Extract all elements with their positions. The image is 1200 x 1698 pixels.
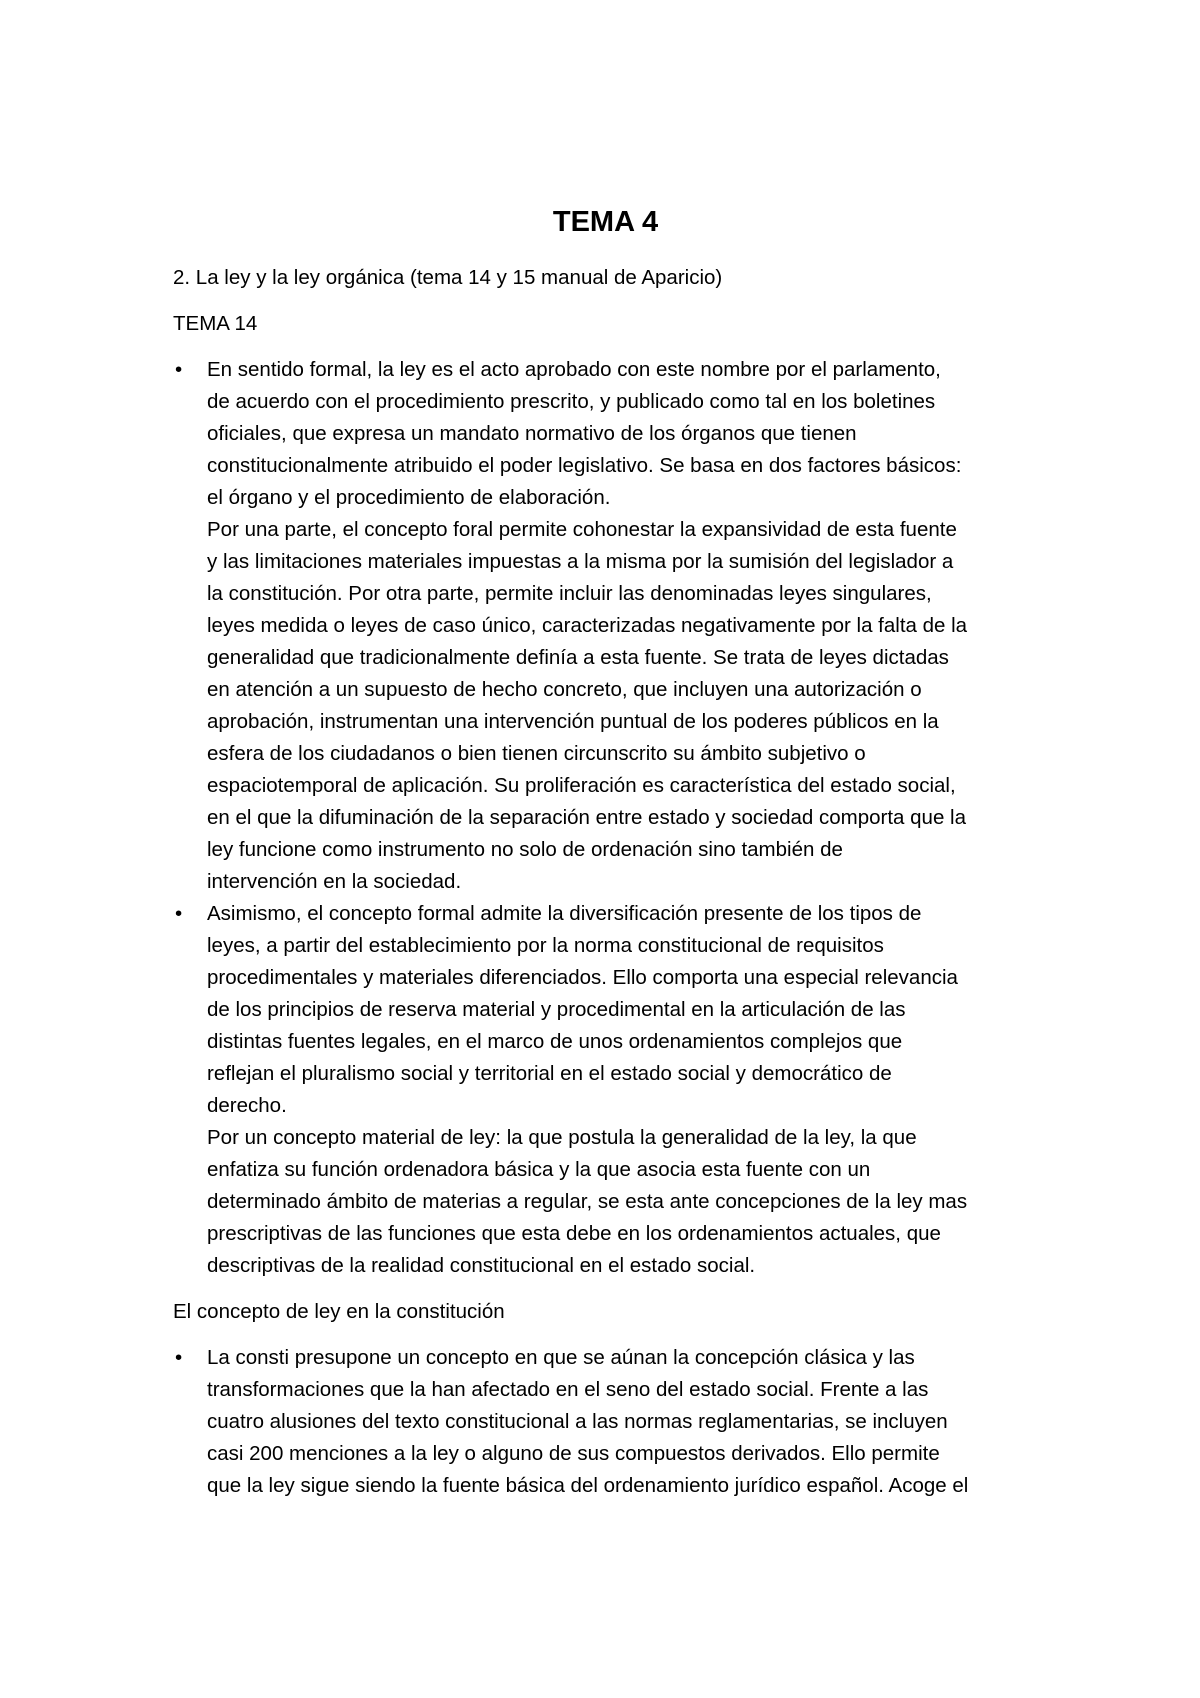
bullet-item [173, 1342, 1038, 1502]
bullet-line: en atención a un supuesto de hecho concreto, que incluyen una autorización o [207, 678, 922, 701]
bullet-line: Por un concepto material de ley: la que postula la generalidad de la ley, la que [207, 1126, 917, 1149]
bullet-line: enfatiza su función ordenadora básica y la que asocia esta fuente con un [207, 1158, 871, 1181]
bullet-line: En sentido formal, la ley es el acto aprobado con este nombre por el parlamento, [207, 358, 941, 381]
bullet-line: procedimentales y materiales diferenciados. Ello comporta una especial relevancia [207, 966, 958, 989]
bullet-line: generalidad que tradicionalmente definía a esta fuente. Se trata de leyes dictadas [207, 646, 949, 669]
bullet-line: prescriptivas de las funciones que esta debe en los ordenamientos actuales, que [207, 1222, 941, 1245]
bullet-line: derecho. [207, 1094, 287, 1117]
bullet-line: leyes, a partir del establecimiento por la norma constitucional de requisitos [207, 934, 884, 957]
bullet-line: oficiales, que expresa un mandato normativo de los órganos que tienen [207, 422, 857, 445]
bullet-line: en el que la difuminación de la separación entre estado y sociedad comporta que la [207, 806, 966, 829]
bullet-line: que la ley sigue siendo la fuente básica del ordenamiento jurídico español. Acoge el [207, 1474, 969, 1497]
bullet-icon: • [175, 1346, 183, 1369]
bullet-line: Por una parte, el concepto foral permite cohonestar la expansividad de esta fuente [207, 518, 957, 541]
bullet-line: cuatro alusiones del texto constitucional a las normas reglamentarias, se incluyen [207, 1410, 948, 1433]
bullet-list-concepto-ley [173, 1342, 1038, 1502]
bullet-line: esfera de los ciudadanos o bien tienen circunscrito su ámbito subjetivo o [207, 742, 866, 765]
document-content [173, 204, 1038, 1516]
bullet-line: intervención en la sociedad. [207, 870, 462, 893]
bullet-line: espaciotemporal de aplicación. Su proliferación es característica del estado social, [207, 774, 956, 797]
bullet-line: leyes medida o leyes de caso único, caracterizadas negativamente por la falta de la [207, 614, 968, 637]
bullet-line: de los principios de reserva material y procedimental en la articulación de las [207, 998, 906, 1021]
bullet-line: distintas fuentes legales, en el marco de unos ordenamientos complejos que [207, 1030, 903, 1053]
bullet-line: de acuerdo con el procedimiento prescrito, y publicado como tal en los boletines [207, 390, 936, 413]
bullet-line: descriptivas de la realidad constitucional en el estado social. [207, 1254, 756, 1277]
bullet-list-tema-14 [173, 354, 1038, 1282]
bullet-line: la constitución. Por otra parte, permite incluir las denominadas leyes singulares, [207, 582, 932, 605]
section-heading-concepto-ley: El concepto de ley en la constitución [173, 1300, 505, 1323]
bullet-line: el órgano y el procedimiento de elaboración. [207, 486, 611, 509]
bullet-line: ley funcione como instrumento no solo de ordenación sino también de [207, 838, 843, 861]
bullet-line: reflejan el pluralismo social y territorial en el estado social y democrático de [207, 1062, 892, 1085]
bullet-line: y las limitaciones materiales impuestas a la misma por la sumisión del legislador a [207, 550, 954, 573]
bullet-line: casi 200 menciones a la ley o alguno de sus compuestos derivados. Ello permite [207, 1442, 940, 1465]
bullet-item [173, 898, 1038, 1282]
bullet-line: aprobación, instrumentan una intervención puntual de los poderes públicos en la [207, 710, 939, 733]
bullet-line: determinado ámbito de materias a regular, se esta ante concepciones de la ley mas [207, 1190, 968, 1213]
bullet-icon: • [175, 902, 183, 925]
bullet-item [173, 354, 1038, 898]
bullet-line: La consti presupone un concepto en que se aúnan la concepción clásica y las [207, 1346, 915, 1369]
document-subtitle: 2. La ley y la ley orgánica (tema 14 y 15 manual de Aparicio) [173, 266, 723, 289]
document-title: TEMA 4 [552, 206, 659, 238]
bullet-line: constitucionalmente atribuido el poder legislativo. Se basa en dos factores básicos: [207, 454, 962, 477]
bullet-line: Asimismo, el concepto formal admite la diversificación presente de los tipos de [207, 902, 922, 925]
section-heading-tema-14: TEMA 14 [173, 312, 258, 335]
bullet-icon: • [175, 358, 183, 381]
bullet-line: transformaciones que la han afectado en el seno del estado social. Frente a las [207, 1378, 929, 1401]
